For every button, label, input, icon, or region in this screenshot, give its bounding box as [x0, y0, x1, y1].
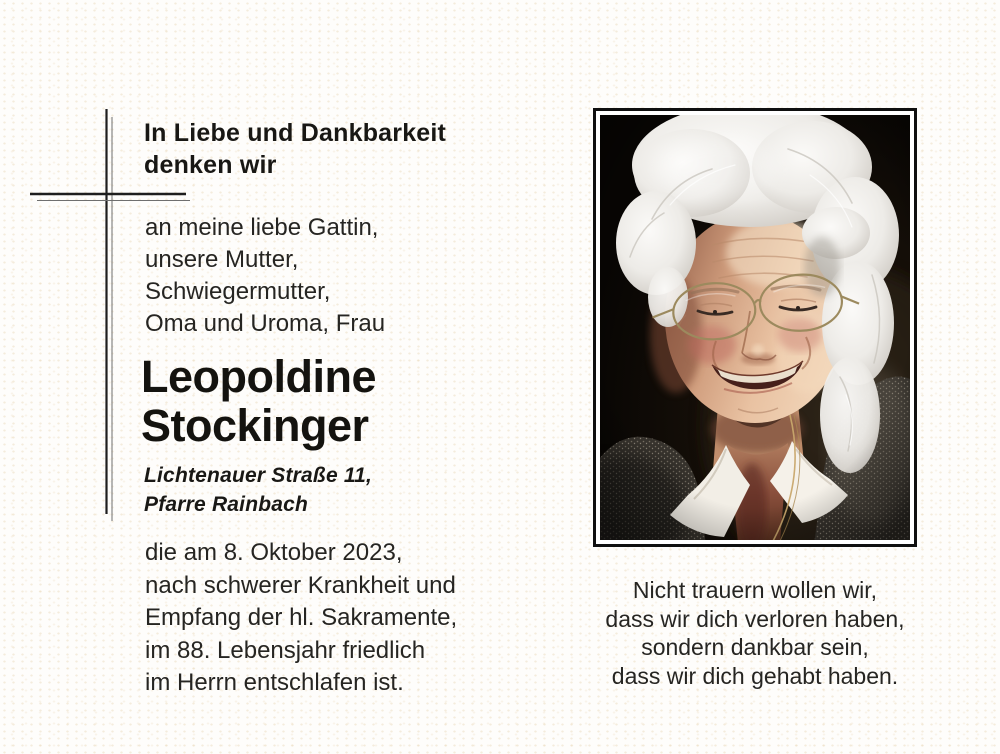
deceased-last-name: Stockinger [141, 400, 369, 451]
obituary-line: im Herrn entschlafen ist. [145, 669, 404, 696]
relation-line: unsere Mutter, [145, 246, 299, 273]
portrait-photo [593, 108, 917, 547]
address-line: Lichtenauer Straße 11, [144, 464, 373, 487]
obituary-line: im 88. Lebensjahr friedlich [145, 636, 426, 664]
relation-line: Oma und Uroma, Frau [145, 310, 386, 337]
verse-text [578, 576, 932, 690]
relation-line: an meine liebe Gattin, [145, 214, 379, 241]
relation-line: Schwiegermutter, [145, 278, 331, 305]
address-text [144, 461, 372, 519]
verse-line: sondern dankbar sein, [641, 634, 869, 660]
obituary-line: die am 8. Oktober 2023, [145, 539, 403, 566]
obituary-line: nach schwerer Krankheit und [145, 571, 456, 599]
opening-line-1: In Liebe und Dankbarkeit [144, 119, 447, 147]
deceased-first-name: Leopoldine [141, 351, 376, 402]
opening-line [144, 117, 446, 181]
deceased-name [141, 352, 376, 450]
verse-line: Nicht trauern wollen wir, [632, 577, 878, 603]
obituary-text [145, 537, 457, 700]
address-line: Pfarre Rainbach [144, 493, 309, 516]
verse-line: dass wir dich verloren haben, [605, 605, 905, 632]
relation-text [145, 212, 385, 340]
verse-line: dass wir dich gehabt haben. [611, 662, 899, 689]
opening-line-2: denken wir [144, 151, 277, 179]
obituary-line: Empfang der hl. Sakramente, [145, 604, 458, 631]
